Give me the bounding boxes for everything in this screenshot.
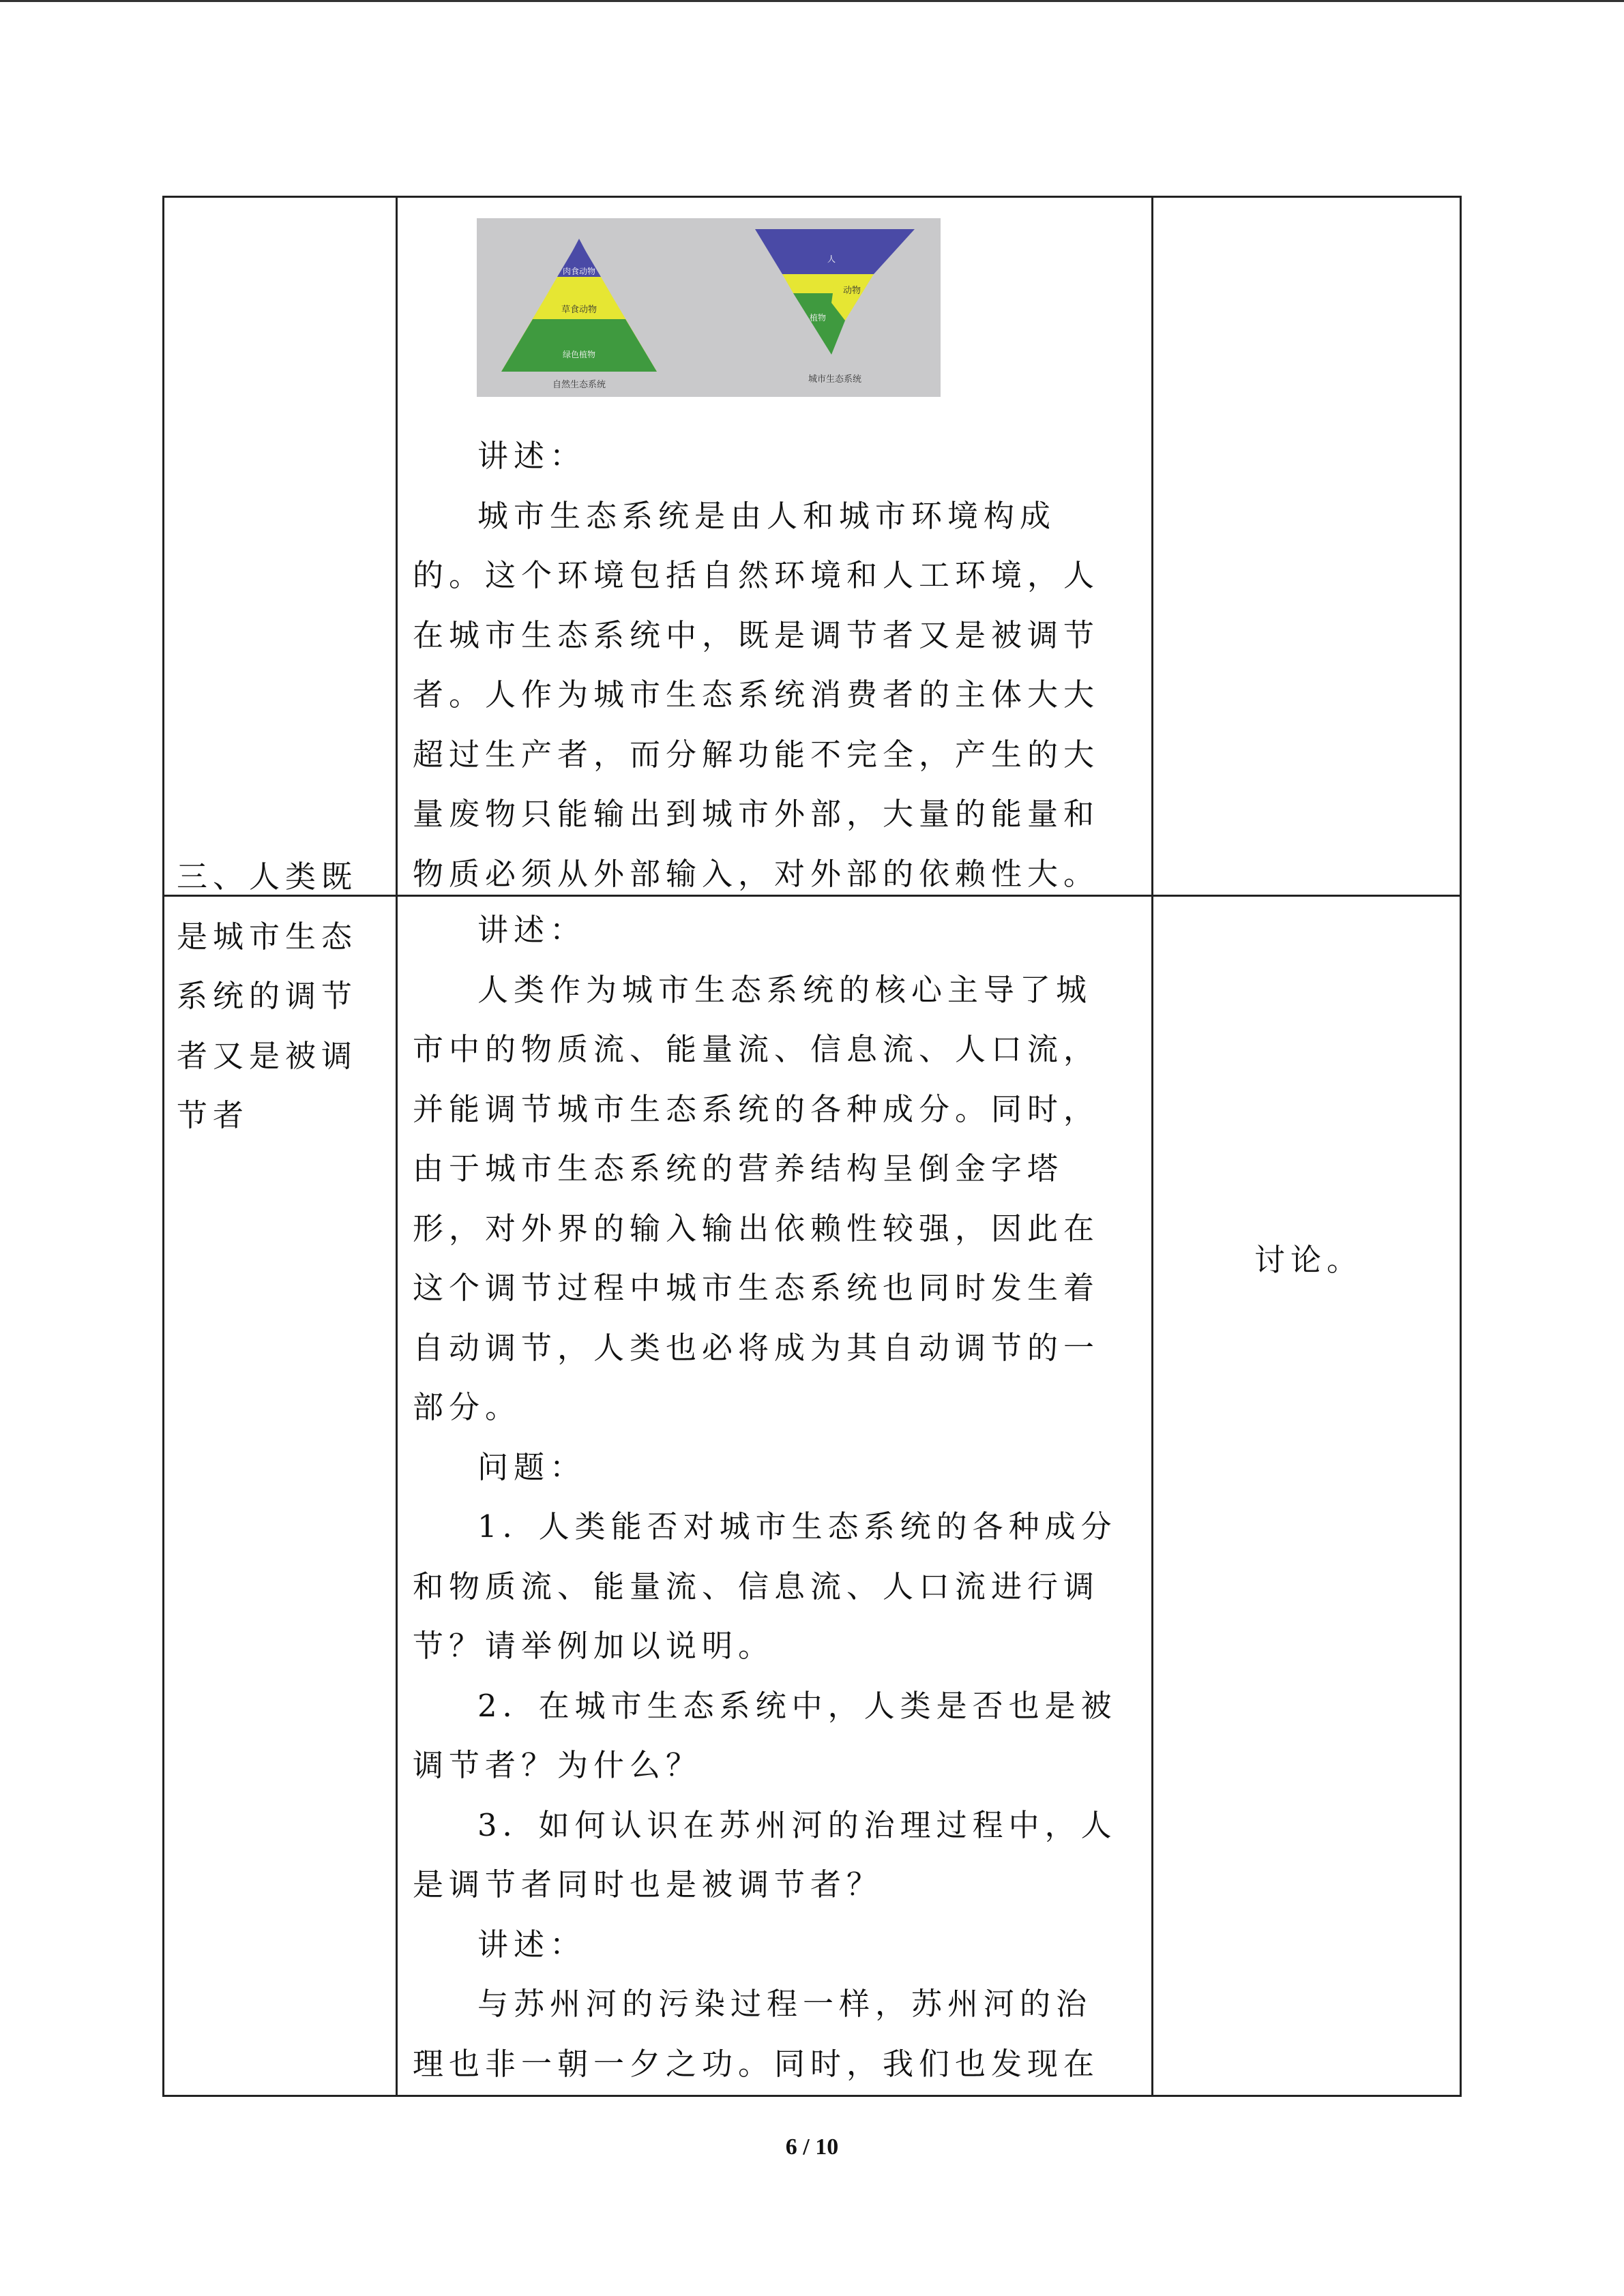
paragraph: 部分。 <box>413 1389 522 1425</box>
page-number: 6 / 10 <box>785 2134 839 2160</box>
paragraph: 市中的物质流、能量流、信息流、人口流， <box>413 1031 1100 1067</box>
paragraph: 人类作为城市生态系统的核心主导了城 <box>477 971 1093 1008</box>
question-line: 3．如何认识在苏州河的治理过程中，人 <box>477 1806 1117 1843</box>
section-heading-line: 系统的调节 <box>177 978 358 1014</box>
pyramid-diagram <box>477 218 941 397</box>
paragraph: 讲述： <box>477 912 587 948</box>
question-line: 和物质流、能量流、信息流、人口流进行调 <box>413 1568 1100 1605</box>
paragraph: 者。人作为城市生态系统消费者的主体大大 <box>413 676 1100 713</box>
paragraph: 与苏州河的污染过程一样，苏州河的治 <box>477 1986 1093 2022</box>
paragraph: 超过生产者，而分解功能不完全，产生的大 <box>413 736 1100 773</box>
row1-middle-cell <box>398 198 1151 895</box>
row1-text-block <box>413 426 1099 904</box>
natural-caption: 自然生态系统 <box>552 380 606 390</box>
lesson-table <box>162 196 1462 2097</box>
paragraph: 这个调节过程中城市生态系统也同时发生着 <box>413 1270 1100 1306</box>
trophic-pyramid-figure <box>477 218 941 397</box>
natural-level-1-label: 肉食动物 <box>562 267 596 276</box>
paragraph: 在城市生态系统中，既是调节者又是被调节 <box>413 616 1100 653</box>
paragraph: 物质必须从外部输入，对外部的依赖性大。 <box>413 855 1100 892</box>
column-divider-2 <box>1151 198 1153 2095</box>
paragraph: 量废物只能输出到城市外部，大量的能量和 <box>413 796 1100 832</box>
paragraph: 形，对外界的输入输出依赖性较强，因此在 <box>413 1210 1100 1247</box>
paragraph: 自动调节，人类也必将成为其自动调节的一 <box>413 1329 1100 1366</box>
urban-level-3-label: 植物 <box>809 313 827 323</box>
question-line: 调节者？为什么？ <box>413 1747 703 1783</box>
urban-level-1-label: 人 <box>827 254 836 264</box>
section-heading-line: 节者 <box>177 1097 250 1133</box>
paragraph: 并能调节城市生态系统的各种成分。同时， <box>413 1090 1100 1127</box>
question-line: 2．在城市生态系统中，人类是否也是被 <box>477 1687 1117 1724</box>
activity-label: 讨论。 <box>1254 1242 1363 1278</box>
section-heading-line: 者又是被调 <box>177 1037 358 1074</box>
section-heading-line: 三、人类既 <box>177 859 358 895</box>
top-border <box>0 0 1624 2</box>
urban-caption: 城市生态系统 <box>808 374 862 385</box>
row2-middle-cell <box>413 900 1117 2093</box>
natural-level-2-label: 草食动物 <box>561 305 597 315</box>
urban-level-2-label: 动物 <box>842 286 861 296</box>
paragraph: 城市生态系统是由人和城市环境构成 <box>477 497 1057 534</box>
question-line: 是调节者同时也是被调节者？ <box>413 1866 883 1903</box>
paragraph: 讲述： <box>477 438 587 474</box>
question-line: 1．人类能否对城市生态系统的各种成分 <box>477 1508 1117 1545</box>
question-line: 节？请举例加以说明。 <box>413 1628 775 1664</box>
paragraph: 讲述： <box>477 1926 587 1963</box>
paragraph: 问题： <box>477 1448 587 1485</box>
paragraph: 由于城市生态系统的营养结构呈倒金字塔 <box>413 1150 1064 1187</box>
natural-level-3-label: 绿色植物 <box>562 350 596 359</box>
section-heading-line: 是城市生态 <box>177 918 358 955</box>
paragraph: 理也非一朝一夕之功。同时，我们也发现在 <box>413 2045 1100 2082</box>
paragraph: 的。这个环境包括自然环境和人工环境，人 <box>413 557 1100 593</box>
